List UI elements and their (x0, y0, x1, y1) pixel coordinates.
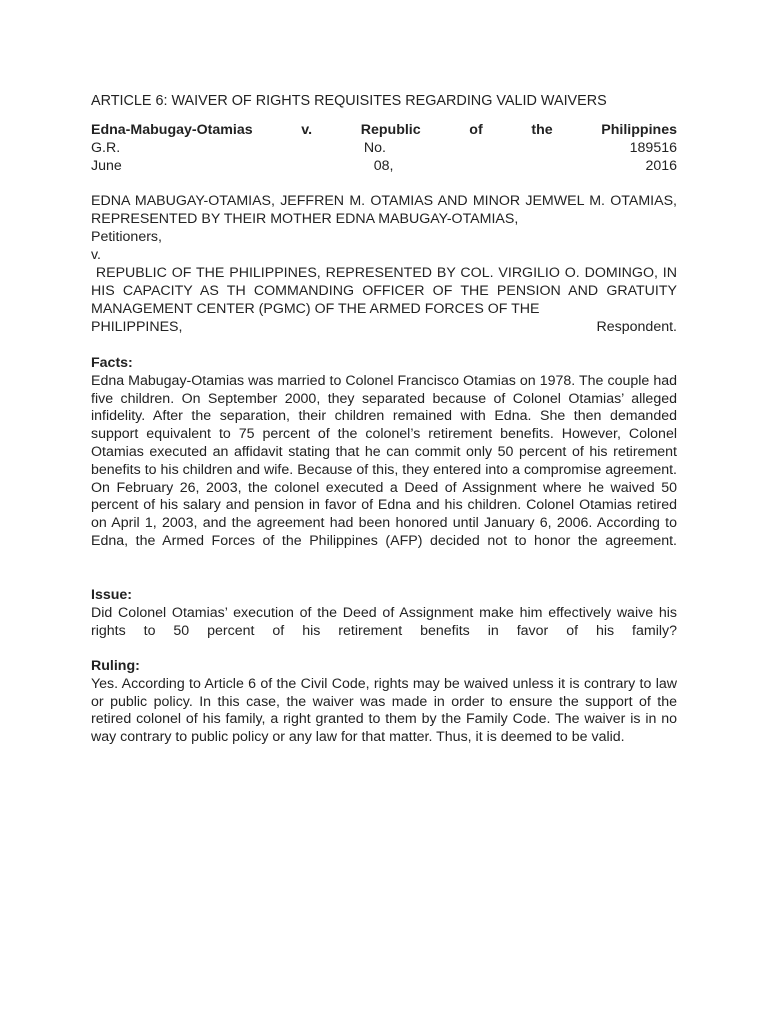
caption-word: June (91, 157, 122, 174)
respondent-last-line (91, 319, 677, 337)
case-caption-row-3 (91, 158, 677, 176)
petitioners-label: Petitioners, (91, 228, 162, 245)
caption-word: 189516 (629, 139, 677, 156)
ruling-body: Yes. According to Article 6 of the Civil Code, rights may be waived unless it is contrary to law or public policy. In this case, the waiver was made in order to ensure the support of the retired colonel of his family, a right granted to them by the Family Code. The waiver is in no way contrary to public policy or any law for that matter. Thus, it is deemed to be valid. (91, 675, 677, 746)
case-caption (91, 122, 677, 175)
caption-word: Edna-Mabugay-Otamias (91, 122, 253, 138)
facts-heading: Facts: (91, 355, 133, 371)
ruling-heading: Ruling: (91, 658, 140, 674)
petitioners-text: EDNA MABUGAY-OTAMIAS, JEFFREN M. OTAMIAS AND MINOR JEMWEL M. OTAMIAS, REPRESENTED BY THEIR MOTHER EDNA MABUGAY-OTAMIAS, (91, 193, 677, 227)
issue-heading: Issue: (91, 587, 133, 603)
caption-word: Philippines (601, 122, 677, 138)
versus-label: v. (91, 247, 101, 264)
document-title: ARTICLE 6: WAIVER OF RIGHTS REQUISITES REGARDING VALID WAIVERS (91, 93, 607, 109)
case-caption-row-1 (91, 122, 677, 140)
respondent-text: REPUBLIC OF THE PHILIPPINES, REPRESENTED BY COL. VIRGILIO O. DOMINGO, IN HIS CAPACITY AS TH COMMANDING OFFICER OF THE PENSION AND GRATUITY MANAGEMENT CENTER (PGMC) OF THE ARMED FORCES OF THE (91, 265, 681, 317)
respondent-name-end: PHILIPPINES, (91, 318, 183, 335)
case-parties (91, 193, 681, 336)
caption-word: No. (363, 139, 386, 156)
caption-word: v. (301, 122, 313, 138)
issue-section (91, 587, 677, 640)
respondent-label: Respondent. (596, 318, 677, 335)
caption-word: 2016 (645, 157, 677, 174)
issue-body: Did Colonel Otamias’ execution of the Deed of Assignment make him effectively waive his rights to 50 percent of his retirement benefits in favor of his family? (91, 604, 677, 639)
facts-section (91, 355, 677, 551)
caption-word: Republic (360, 122, 421, 138)
case-caption-row-2 (91, 140, 677, 158)
ruling-section (91, 658, 677, 747)
caption-word: G.R. (91, 139, 121, 156)
caption-word: of (469, 122, 483, 138)
facts-body: Edna Mabugay-Otamias was married to Colonel Francisco Otamias on 1978. The couple had five children. On September 2000, they separated because of Colonel Otamias’ alleged infidelity. After the separation, their children remained with Edna. She then demanded support equivalent to 75 percent of the colonel’s retirement benefits. However, Colonel Otamias executed an affidavit stating that he can commit only 50 percent of his retirement benefits to his children and wife. Because of this, they entered into a compromise agreement. On February 26, 2003, the colonel executed a Deed of Assignment where he waived 50 percent of his salary and pension in favor of Edna and his children. Colonel Otamias retired on April 1, 2003, and the agreement had been honored until January 6, 2006. According to Edna, the Armed Forces of the Philippines (AFP) decided not to honor the agreement. (91, 372, 677, 549)
caption-word: 08, (373, 157, 394, 174)
caption-word: the (531, 122, 553, 138)
